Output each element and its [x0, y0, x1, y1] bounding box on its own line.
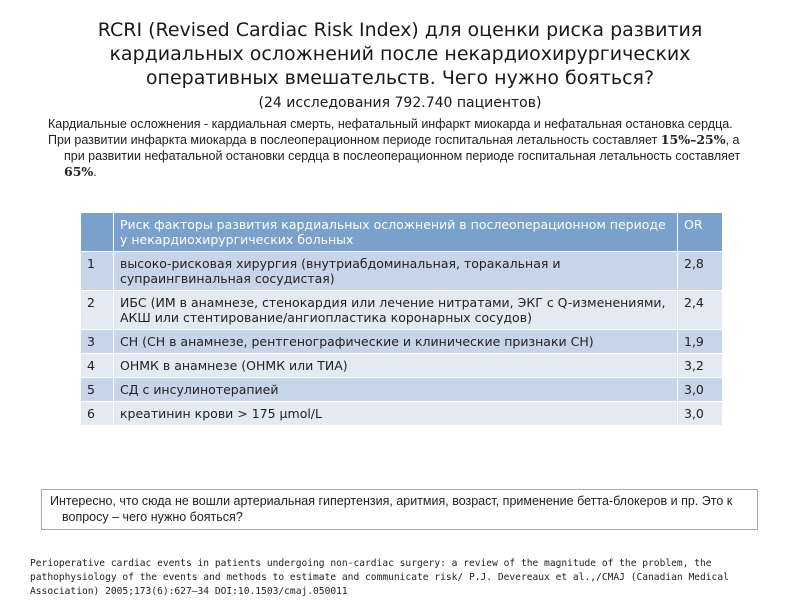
risk-factor-table [80, 212, 723, 426]
row-factor: СН (СН в анамнезе, рентгенографические и клинические признаки СН) [114, 330, 678, 354]
row-or: 3,2 [678, 354, 723, 378]
intro-p2-part-a: При развитии инфаркта миокарда в послеоперационном периоде госпитальная летальность составляет [48, 133, 661, 147]
slide-subtitle: (24 исследования 792.740 пациентов) [258, 95, 542, 111]
title-line-2: кардиальных осложнений после некардиохирургических [109, 43, 691, 65]
row-or: 2,4 [678, 291, 723, 330]
row-num: 4 [81, 354, 114, 378]
slide-title [40, 18, 760, 90]
title-line-3: оперативных вмешательств. Чего нужно бояться? [145, 67, 655, 89]
row-num: 5 [81, 378, 114, 402]
row-factor: СД с инсулинотерапией [114, 378, 678, 402]
table-header-row [81, 213, 723, 252]
table-row [81, 354, 723, 378]
intro-text [48, 116, 748, 180]
intro-paragraph-2 [48, 132, 748, 180]
reference-line-3: Association) 2005;173(6):627–34 DOI:10.1503/cmaj.050011 [30, 586, 348, 597]
table-row [81, 291, 723, 330]
row-num: 6 [81, 402, 114, 426]
row-or: 1,9 [678, 330, 723, 354]
row-num: 2 [81, 291, 114, 330]
intro-p2-part-e: . [93, 165, 97, 179]
reference-citation [30, 557, 770, 599]
table-row [81, 402, 723, 426]
row-num: 3 [81, 330, 114, 354]
row-factor: ОНМК в анамнезе (ОНМК или ТИА) [114, 354, 678, 378]
row-or: 2,8 [678, 252, 723, 291]
header-num [81, 213, 114, 252]
row-or: 3,0 [678, 402, 723, 426]
note-text: Интересно, что сюда не вошли артериальная гипертензия, аритмия, возраст, применение бетта-блокеров и пр. Это к вопросу – чего нужно бояться? [50, 494, 733, 524]
row-num: 1 [81, 252, 114, 291]
mi-mortality-value: 15%–25% [660, 132, 726, 147]
intro-paragraph-1: Кардиальные осложнения - кардиальная смерть, нефатальный инфаркт миокарда и нефатальная остановка сердца. [48, 117, 733, 131]
row-or: 3,0 [678, 378, 723, 402]
header-factor: Риск факторы развития кардиальных осложнений в послеоперационном периоде у некардиохирургических больных [114, 213, 678, 252]
arrest-mortality-value: 65% [64, 164, 94, 179]
reference-line-1: Perioperative cardiac events in patients undergoing non-cardiac surgery: a review of the magnitude of the problem, the [30, 558, 712, 569]
header-or: OR [678, 213, 723, 252]
row-factor: ИБС (ИМ в анамнезе, стенокардия или лечение нитратами, ЭКГ с Q-изменениями, АКШ или стентирование/ангиопластика коронарных сосудов) [114, 291, 678, 330]
row-factor: креатинин крови > 175 µmol/L [114, 402, 678, 426]
row-factor: высоко-рисковая хирургия (внутриабдоминальная, торакальная и супраингвинальная сосудистая) [114, 252, 678, 291]
table-row [81, 378, 723, 402]
table-row [81, 252, 723, 291]
reference-line-2: pathophysiology of the events and methods to estimate and communicate risk/ P.J. Devereaux et al.,/CMAJ (Canadian Medical [30, 572, 729, 583]
title-line-1: RCRI (Revised Cardiac Risk Index) для оценки риска развития [97, 19, 703, 41]
table-row [81, 330, 723, 354]
note-box [41, 489, 758, 530]
intro-p2-part-c: , а при развитии нефатальной остановки сердца в послеоперационном периоде госпитальная летальность составляет [64, 133, 741, 163]
